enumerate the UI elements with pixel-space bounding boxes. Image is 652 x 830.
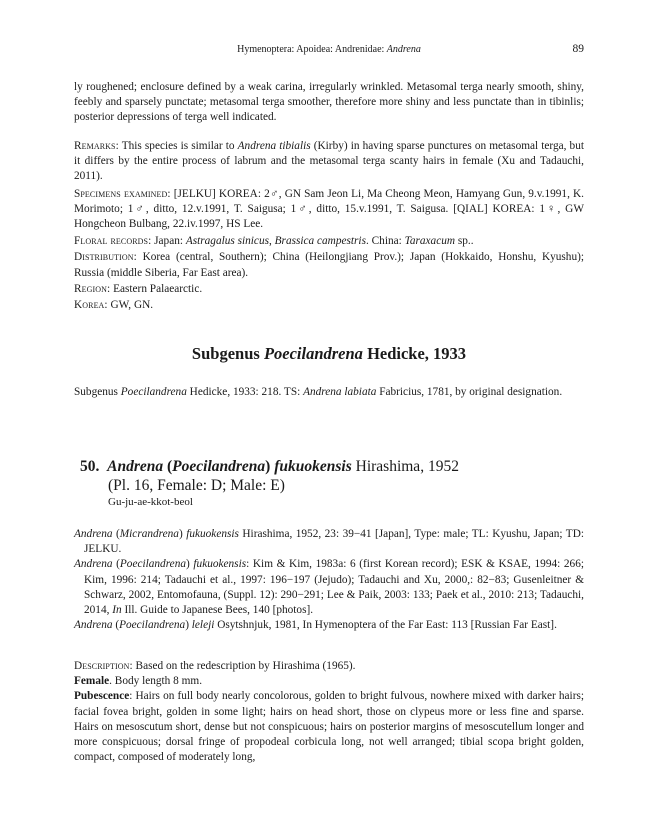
subgenus-paragraph: Subgenus Poecilandrena Hedicke, 1933: 218. TS: Andrena labiata Fabricius, 1781, by original designation.	[74, 386, 563, 398]
synonym-entry: Andrena (Poecilandrena) fukuokensis: Kim & Kim, 1983a: 6 (first Korean record); ESK & KSAE, 1994: 266; Kim, 1996: 214; Tadauchi et al., 1997: 196−197 (Jejudo); Tadauchi and Xu, 2000,: 82−83; Gusenleitner & Schwarz, 2002, Entomofauna, (Suppl. 12): 290−291; Lee & Paik, 2003: 133; Paek et al., 2010: 213; Tadauchi, 2014, In Ill. Guide to Japanese Bees, 140 [photos].	[74, 558, 584, 617]
region-paragraph: Region: Eastern Palaearctic.	[74, 282, 203, 295]
female-paragraph: Female. Body length 8 mm.	[74, 675, 203, 688]
running-head-title: Hymenoptera: Apoidea: Andrenidae: Andrena	[237, 44, 421, 55]
species-title: 50. Andrena (Poecilandrena) fukuokensis Hirashima, 1952	[80, 458, 459, 475]
specimens-paragraph: Specimens examined: [JELKU] KOREA: 2♂, GN Sam Jeon Li, Ma Cheong Meon, Hamyang Gun, 9.v.1991, K. Morimoto; 1♂, ditto, 12.v.1991, T. Saigusa; 1♂, ditto, 15.v.1991, T. Saigusa. [QIAL] KOREA: 1♀, GW Hongcheon Bulbang, 22.iv.1997, HS Lee.	[74, 187, 584, 231]
page-number: 89	[572, 43, 584, 55]
floral-records-paragraph: Floral records: Japan: Astragalus sinicus, Brassica campestris. China: Taraxacum sp..	[74, 235, 474, 248]
korea-paragraph: Korea: GW, GN.	[74, 299, 154, 312]
remarks-section	[74, 139, 584, 313]
species-heading	[80, 457, 570, 510]
plate-reference: (Pl. 16, Female: D; Male: E)	[108, 477, 285, 494]
subgenus-heading: Subgenus Poecilandrena Hedicke, 1933	[191, 344, 467, 363]
pubescence-paragraph: Pubescence: Hairs on full body nearly concolorous, golden to bright fulvous, nowhere mixed with darker hairs; facial fovea bright, golden in some light; hairs on head short, those on clypeus more or less fine and sparse. Hairs on mesoscutum short, dense but not conspicuous; hairs on posterior margins of mesoscutellum longer and more conspicuous; dorsal fringe of propodeal corbicula long, not well arranged; tibial scopa bright golden, compact, composed of moderately long,	[74, 690, 584, 764]
description-paragraph: Description: Based on the redescription by Hirashima (1965).	[74, 660, 356, 672]
remarks-paragraph: Remarks: This species is similar to Andrena tibialis (Kirby) in having sparse punctures on metasomal terga, but it differs by the entire process of labrum and the metasomal terga scanty hairs in female (Xu and Tadauchi, 2011).	[74, 140, 584, 183]
description-section	[74, 659, 584, 765]
synonym-entry: Andrena (Poecilandrena) leleji Osytshnjuk, 1981, In Hymenoptera of the Far East: 113 [Russian Far East].	[74, 619, 557, 632]
common-name: Gu-ju-ae-kkot-beol	[108, 496, 193, 508]
synonymy-list	[74, 527, 584, 633]
running-head	[74, 44, 584, 58]
synonym-entry: Andrena (Micrandrena) fukuokensis Hirashima, 1952, 23: 39−41 [Japan], Type: male; TL: Kyushu, Japan; TD: JELKU.	[74, 528, 584, 556]
distribution-paragraph: Distribution: Korea (central, Southern); China (Heilongjiang Prov.); Japan (Hokkaido, Honshu, Kyushu); Russia (middle Siberia, Far East area).	[74, 251, 584, 279]
continued-paragraph: ly roughened; enclosure defined by a weak carina, irregularly wrinkled. Metasomal terga nearly smooth, shiny, feebly and sparsely punctate; metasomal terga smoother, therefore more shiny and less punctate than in tibinlis; posterior depressions of terga well indicated.	[74, 81, 584, 124]
